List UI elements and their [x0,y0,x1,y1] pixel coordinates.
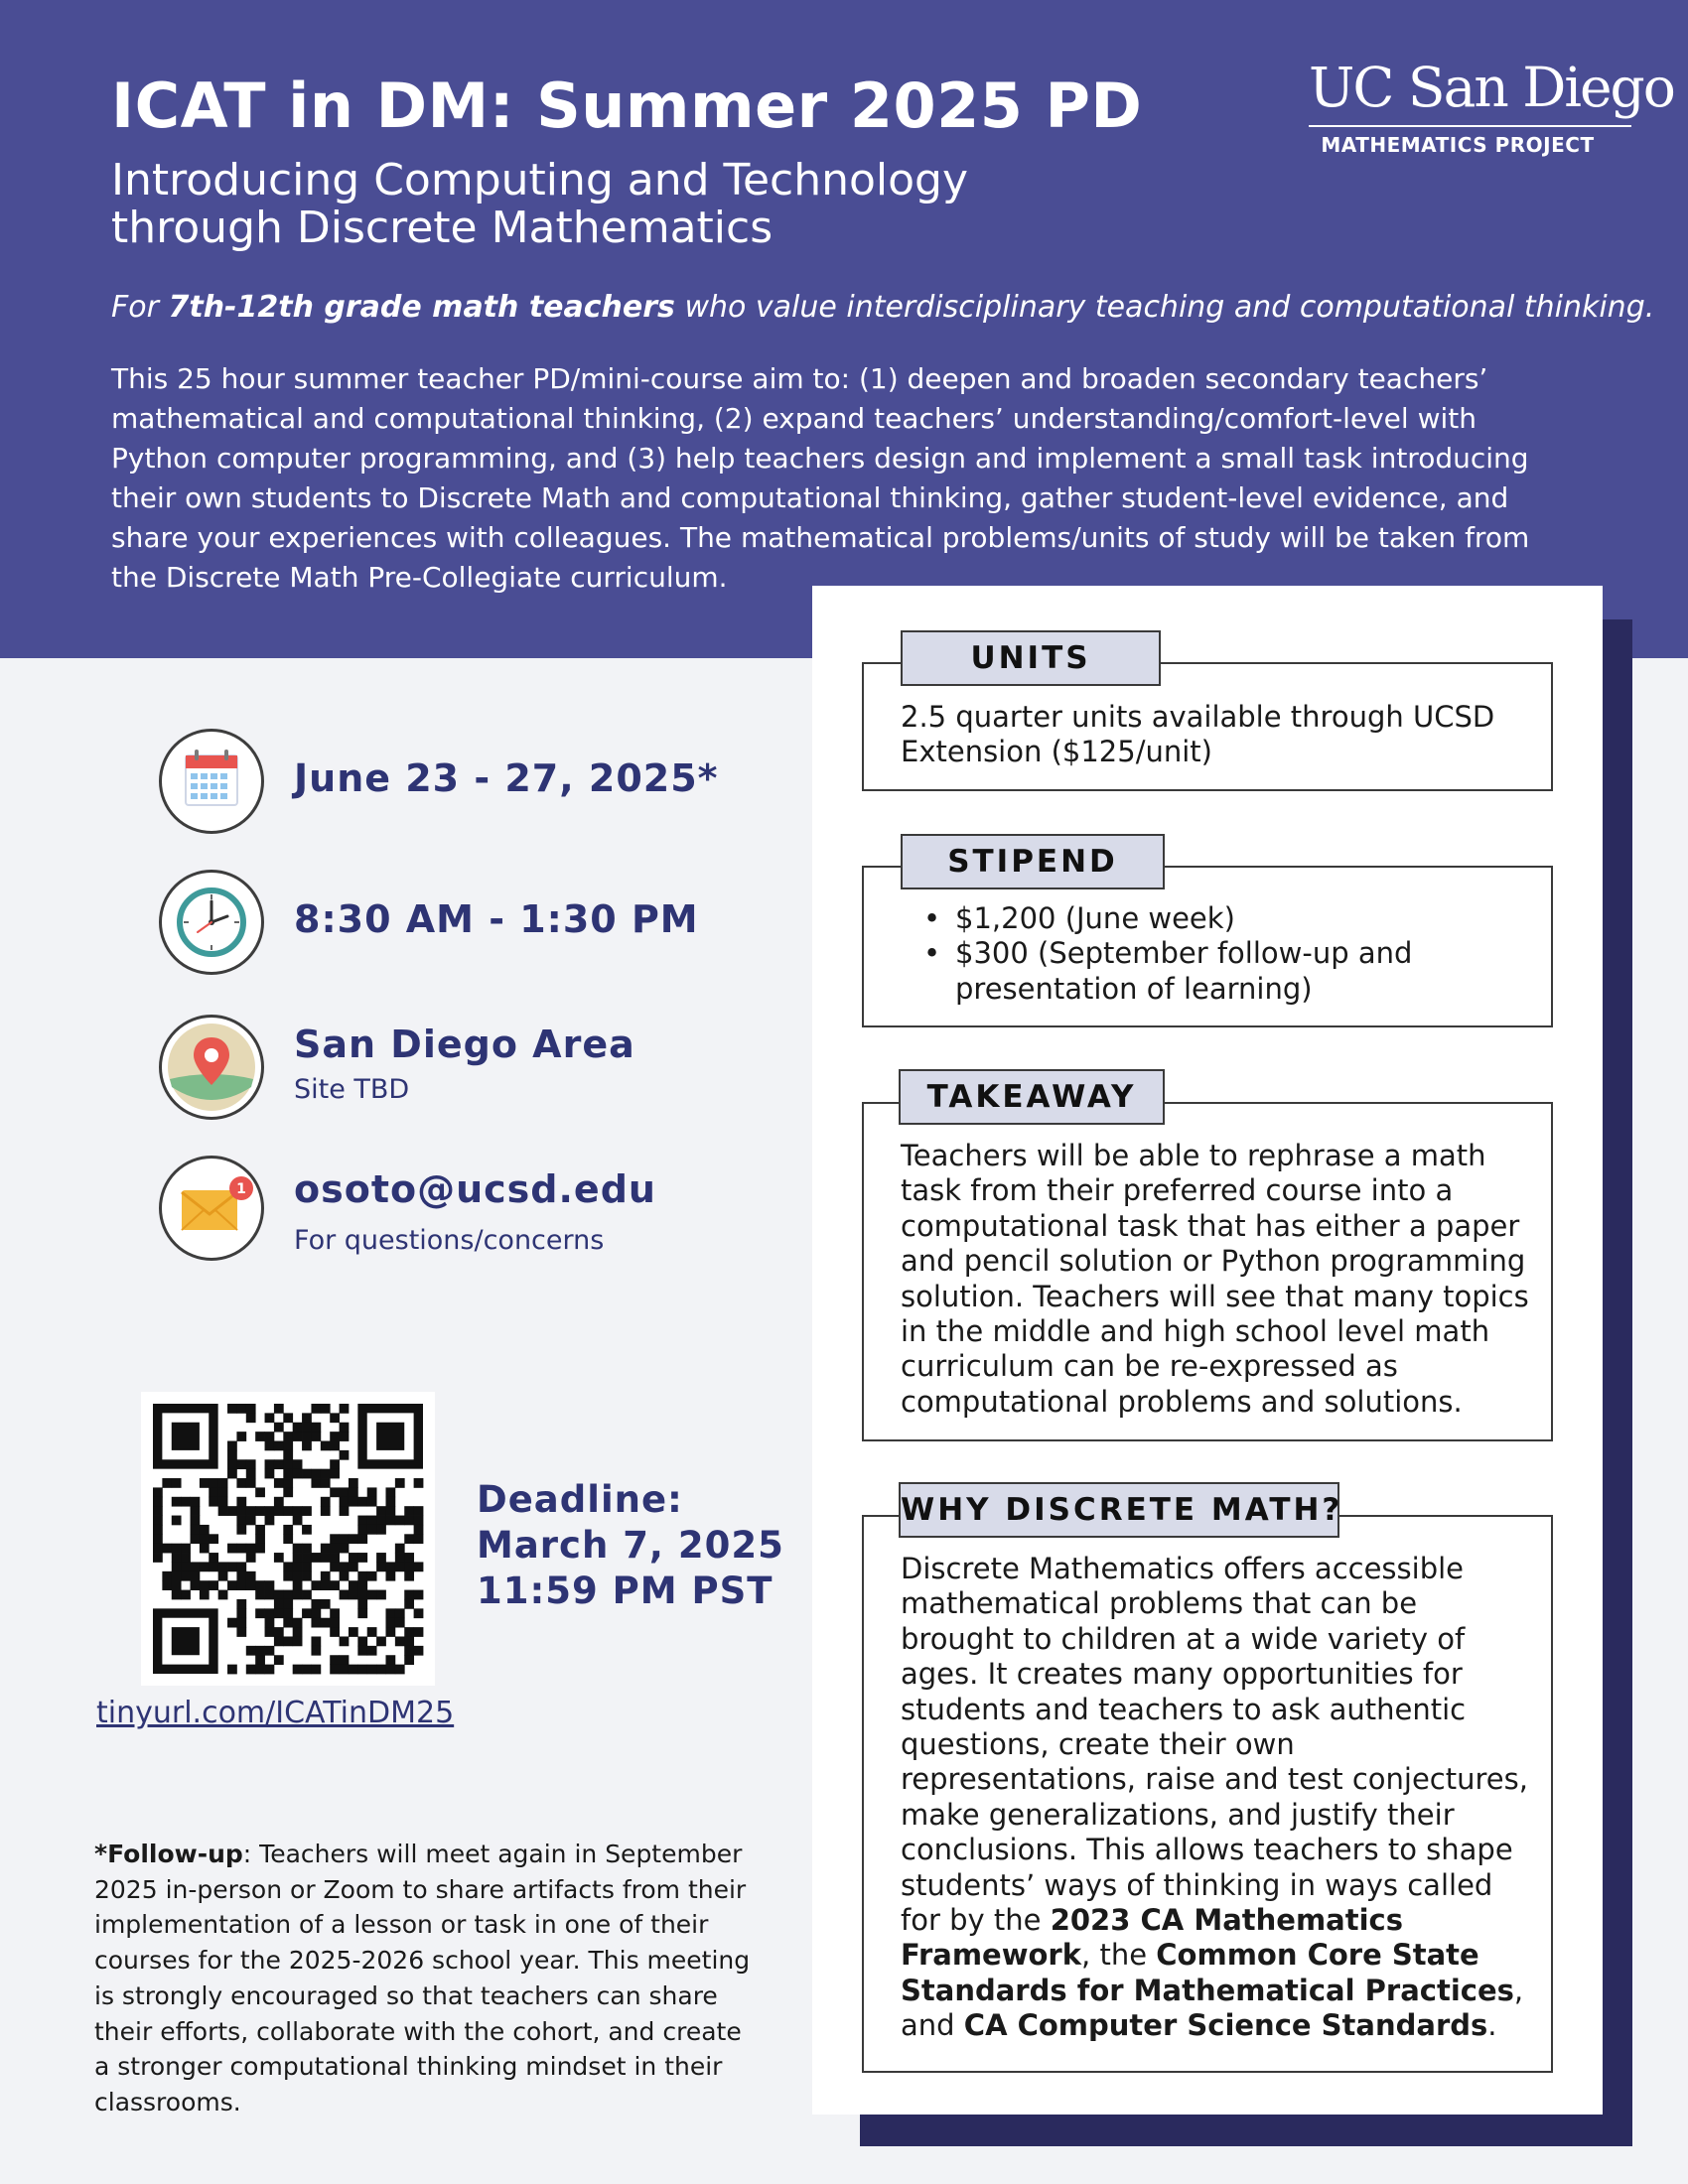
why-text-run: , [1513,1973,1524,2007]
qr-code-image [141,1392,435,1686]
deadline-block [477,1477,784,1614]
why-line: make generalizations, and justify their [901,1797,1455,1832]
why-line: students’ ways of thinking in ways called [901,1867,1493,1902]
why-text-run: and [901,2008,964,2043]
contact-email[interactable]: osoto@ucsd.edu [294,1167,656,1211]
takeaway-line: computational task that has either a paper [901,1208,1520,1243]
why-line: representations, raise and test conjectures, [901,1762,1528,1797]
why-line: students and teachers to ask authentic [901,1692,1467,1726]
event-time: 8:30 AM - 1:30 PM [294,897,699,941]
units-label: UNITS [901,630,1161,686]
why-line: ages. It creates many opportunities for [901,1657,1463,1692]
units-line: Extension ($125/unit) [901,735,1212,769]
why-emphasis: 2023 CA Mathematics [1050,1903,1403,1938]
event-date: June 23 - 27, 2025* [294,756,719,800]
logo-subtitle: MATHEMATICS PROJECT [1321,133,1595,157]
why-line [901,1938,1528,1973]
intro-line: the Discrete Math Pre-Collegiate curriculum. [111,561,728,594]
why-line: mathematical problems that can be [901,1586,1418,1621]
followup-line: implementation of a lesson or task in one of their [94,1910,709,1940]
registration-link[interactable]: tinyurl.com/ICATinDM25 [96,1696,455,1730]
why-line: conclusions. This allows teachers to shape [901,1833,1513,1867]
followup-line: classrooms. [94,2087,241,2116]
followup-line: is strongly encouraged so that teachers can share [94,1980,718,2010]
intro-paragraph [111,359,1591,598]
page-subtitle [111,157,1104,252]
takeaway-line: curriculum can be re-expressed as [901,1349,1398,1384]
page-title: ICAT in DM: Summer 2025 PD [111,69,1143,142]
units-line: 2.5 quarter units available through UCSD [901,700,1495,734]
stipend-label: STIPEND [901,834,1165,889]
followup-line: 2025 in-person or Zoom to share artifacts from their [94,1874,747,1904]
intro-line: share your experiences with colleagues. The mathematical problems/units of study will be taken from [111,521,1530,554]
intro-line: Python computer programming, and (3) help teachers design and implement a small task introducing [111,442,1529,475]
event-location: San Diego Area [294,1023,635,1066]
stipend-item-line: presentation of learning) [955,971,1313,1006]
followup-label: *Follow-up [94,1840,243,1868]
why-emphasis: Framework [901,1938,1082,1973]
why-line [901,2008,1528,2043]
calendar-icon [159,729,264,834]
deadline-date: March 7, 2025 [477,1524,784,1567]
intro-line: their own students to Discrete Math and computational thinking, gather student-level evidence, and [111,481,1509,514]
takeaway-line: task from their preferred course into a [901,1173,1454,1208]
stipend-item: • $1,200 (June week) [923,901,1412,936]
why-line [901,1974,1528,2008]
stipend-item [923,936,1412,971]
stipend-list [923,901,1412,1007]
units-text [901,700,1494,770]
why-text-run: for by the [901,1903,1051,1938]
why-label: WHY DISCRETE MATH? [899,1482,1339,1538]
why-text-run: . [1487,2008,1497,2043]
why-text-run: , the [1081,1938,1157,1973]
followup-line: their efforts, collaborate with the cohort, and create [94,2016,742,2046]
ucsd-logo [1309,56,1674,157]
location-note: Site TBD [294,1074,410,1105]
why-emphasis: Standards for Mathematical Practices [901,1973,1514,2007]
why-text [901,1552,1528,2044]
map-pin-icon [159,1015,264,1120]
takeaway-label: TAKEAWAY [899,1069,1165,1125]
logo-divider [1309,125,1631,127]
why-emphasis: CA Computer Science Standards [963,2008,1488,2043]
notification-badge: 1 [236,1181,246,1197]
subtitle-line: Introducing Computing and Technology [111,155,969,205]
takeaway-line: in the middle and high school level math [901,1314,1490,1349]
why-emphasis: Common Core State [1156,1938,1479,1973]
takeaway-line: and pencil solution or Python programming [901,1244,1526,1279]
followup-line: courses for the 2025-2026 school year. This meeting [94,1946,751,1976]
takeaway-text [901,1139,1529,1420]
qr-code[interactable] [141,1392,435,1686]
why-line: brought to children at a wide variety of [901,1621,1466,1656]
envelope-icon [159,1156,264,1261]
stipend-item-line: $300 (September follow-up and [955,936,1413,971]
audience-line [111,290,1654,325]
subtitle-line: through Discrete Mathematics [111,203,774,253]
logo-wordmark: UC San Diego [1309,56,1674,119]
followup-line: a stronger computational thinking mindset in their [94,2052,723,2082]
takeaway-line: computational problems and solutions. [901,1384,1463,1419]
audience-prefix: For [111,290,169,325]
email-note: For questions/concerns [294,1225,605,1256]
why-line: Discrete Mathematics offers accessible [901,1552,1465,1585]
audience-emphasis: 7th-12th grade math teachers [168,290,675,325]
takeaway-line: solution. Teachers will see that many topics [901,1279,1529,1313]
deadline-label: Deadline: [477,1478,683,1521]
intro-line: mathematical and computational thinking, (2) expand teachers’ understanding/comfort-level with [111,402,1477,435]
followup-note [94,1837,774,2120]
audience-suffix: who value interdisciplinary teaching and computational thinking. [674,290,1655,325]
why-line: questions, create their own [901,1727,1295,1762]
takeaway-line: Teachers will be able to rephrase a math [901,1139,1486,1172]
followup-line: : Teachers will meet again in September [242,1840,743,1868]
deadline-time: 11:59 PM PST [477,1570,774,1612]
clock-icon [159,870,264,975]
intro-line: This 25 hour summer teacher PD/mini-course aim to: (1) deepen and broaden secondary teachers’ [111,362,1488,395]
why-line [901,1903,1528,1938]
